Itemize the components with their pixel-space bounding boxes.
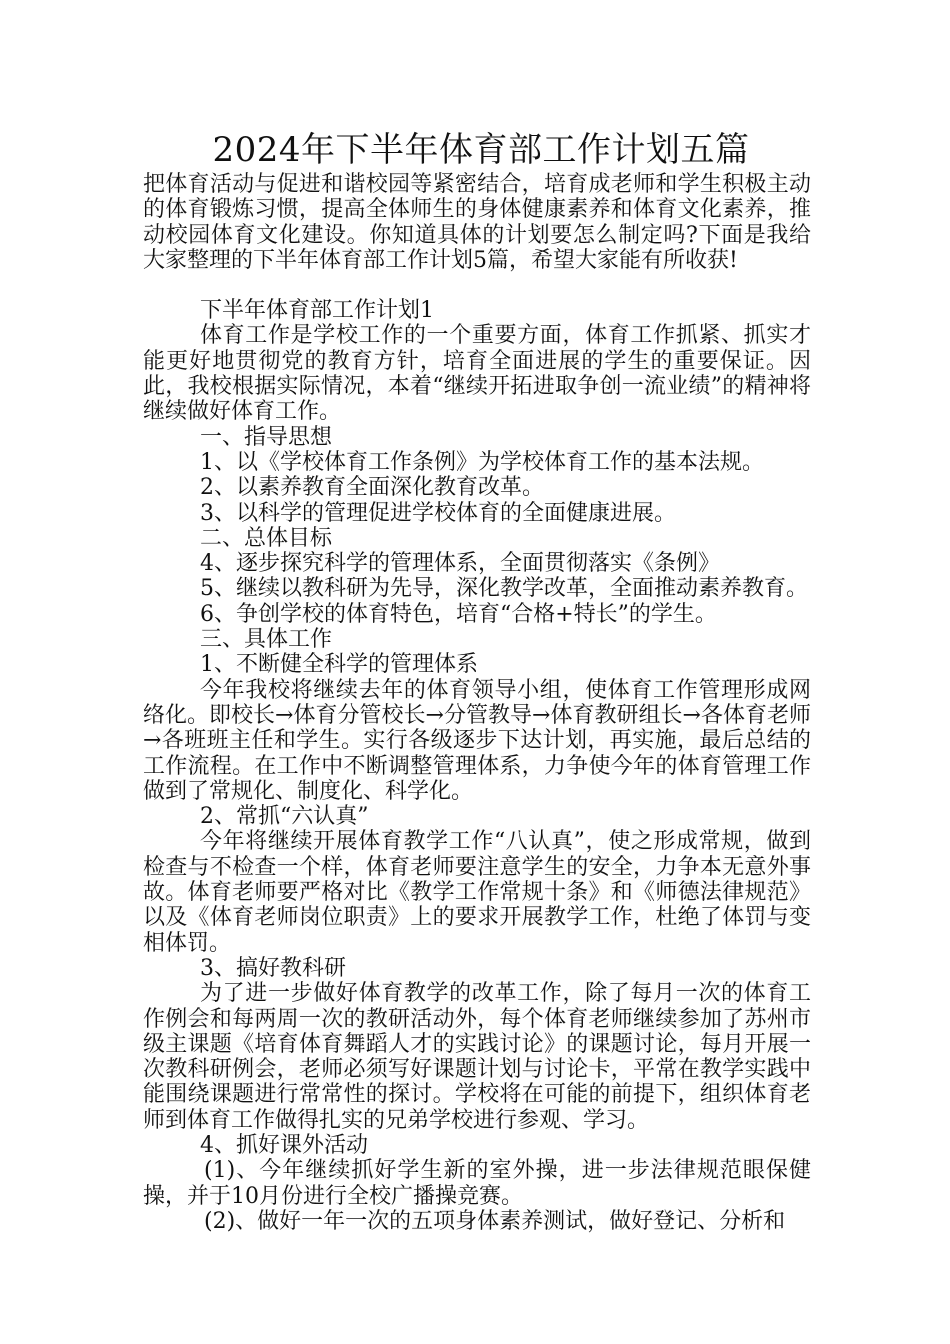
document-title: 2024年下半年体育部工作计划五篇 [212,130,750,170]
section-heading: 下半年体育部工作计划1 [200,298,434,324]
subheading: 二、总体目标 [200,525,333,551]
list-item: 2、以素养教育全面深化教育改革。 [200,475,544,501]
list-item: 4、抓好课外活动 [200,1132,368,1158]
subheading: 三、具体工作 [200,627,333,653]
list-item: 1、以《学校体育工作条例》为学校体育工作的基本法规。 [200,449,764,475]
paragraph: 体育工作是学校工作的一个重要方面，体育工作抓紧、抓实才能更好地贯彻党的教育方针，培育全面进展的学生的重要保证。因此，我校根据实际情况，本着“继续开拓进取争创一流业绩”的精神将继续做好体育工作。 [143,323,811,425]
intro-paragraph: 把体育活动与促进和谐校园等紧密结合，培育成老师和学生积极主动的体育锻炼习惯，提高全体师生的身体健康素养和体育文化素养，推动校园体育文化建设。你知道具体的计划要怎么制定吗?下面是我给大家整理的下半年体育部工作计划5篇，希望大家能有所收获! [143,172,811,273]
paragraph: 今年将继续开展体育教学工作“八认真”，使之形成常规，做到检查与不检查一个样，体育老师要注意学生的安全，力争本无意外事故。体育老师要严格对比《教学工作常规十条》和《师德法律规范》以及《体育老师岗位职责》上的要求开展教学工作，杜绝了体罚与变相体罚。 [143,829,811,956]
list-item: 1、不断健全科学的管理体系 [200,652,478,678]
list-item: 2、常抓“六认真” [200,804,369,830]
paragraph: 今年我校将继续去年的体育领导小组，使体育工作管理形成网络化。即校长→体育分管校长→分管教导→体育教研组长→各体育老师→各班班主任和学生。实行各级逐步下达计划，再实施，最后总结的工作流程。在工作中不断调整管理体系，力争使今年的体育管理工作做到了常规化、制度化、科学化。 [143,677,811,804]
list-item: 6、争创学校的体育特色，培育“合格+特长”的学生。 [200,601,717,627]
list-item: 3、以科学的管理促进学校体育的全面健康进展。 [200,500,676,526]
list-item: 4、逐步探究科学的管理体系，全面贯彻落实《条例》 [200,551,720,577]
subheading: 一、指导思想 [200,424,333,450]
blank-line [143,273,811,298]
document-page [143,128,811,1234]
paragraph: 为了进一步做好体育教学的改革工作，除了每月一次的体育工作例会和每两周一次的教研活动外，每个体育老师继续参加了苏州市级主课题《培育体育舞蹈人才的实践讨论》的课题讨论，每月开展一次教科研例会，老师必须写好课题计划与讨论卡，平常在教学实践中能围绕课题进行常常性的探讨。学校将在可能的前提下，组织体育老师到体育工作做得扎实的兄弟学校进行参观、学习。 [143,981,811,1133]
paragraph: (1)、今年继续抓好学生新的室外操，进一步法律规范眼保健操，并于10月份进行全校广播操竞赛。 [143,1158,811,1209]
list-item: 5、继续以教科研为先导，深化教学改革，全面推动素养教育。 [200,576,808,602]
list-item: 3、搞好教科研 [200,955,346,981]
paragraph: (2)、做好一年一次的五项身体素养测试，做好登记、分析和 [204,1208,786,1234]
